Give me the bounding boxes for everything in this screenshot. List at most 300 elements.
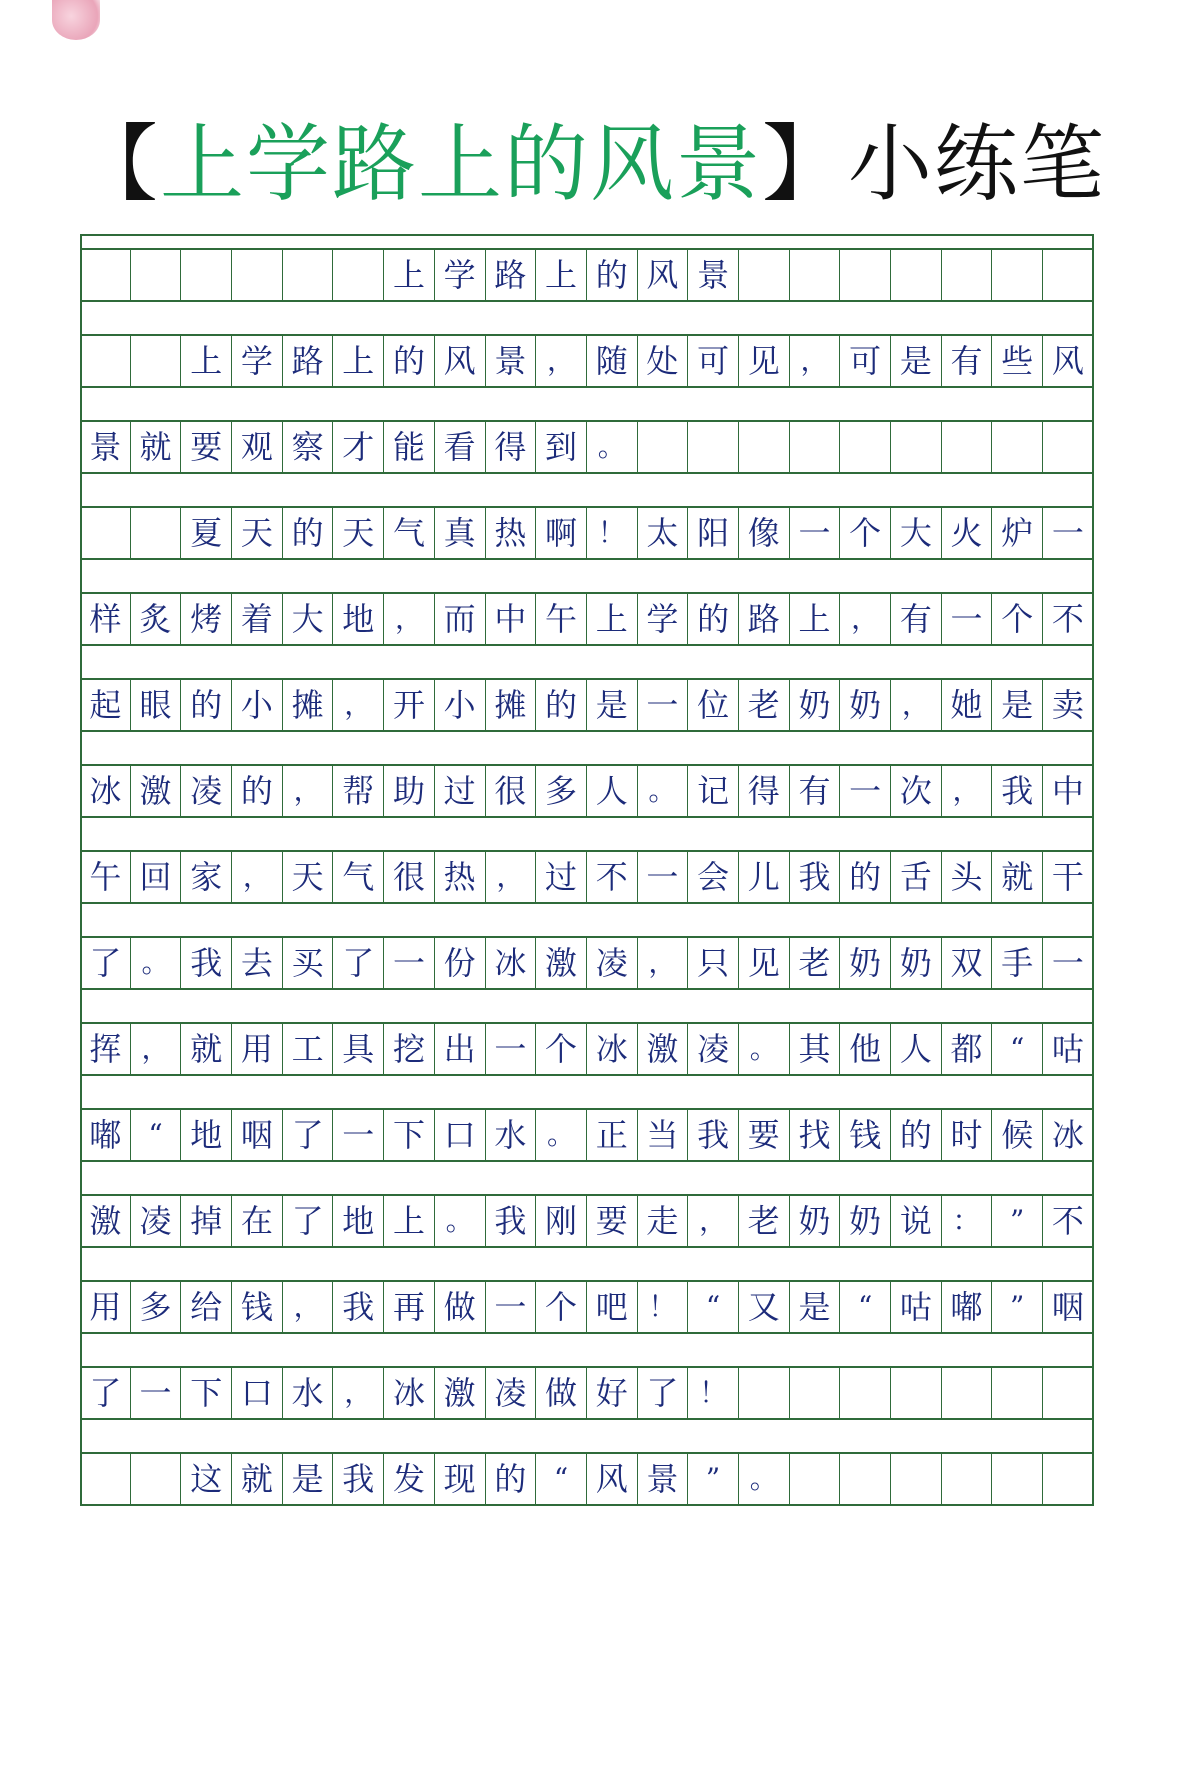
grid-cell: 掉	[181, 1196, 232, 1246]
grid-cell	[739, 250, 790, 300]
grid-cell: 去	[232, 938, 283, 988]
grid-cell: 是	[790, 1282, 841, 1332]
grid-cell: 他	[840, 1024, 891, 1074]
grid-cell: ，	[333, 1368, 384, 1418]
grid-cell: 上	[384, 1196, 435, 1246]
grid-cell: 风	[638, 250, 689, 300]
grid-cell: 冰	[80, 766, 131, 816]
grid-cell: 学	[435, 250, 486, 300]
grid-cell: 。	[536, 1110, 587, 1160]
grid-cell: 发	[384, 1454, 435, 1504]
grid-cell: 一	[486, 1282, 537, 1332]
grid-cell: 了	[80, 938, 131, 988]
grid-cell: 双	[942, 938, 993, 988]
grid-cell	[1043, 250, 1094, 300]
grid-cell	[891, 1368, 942, 1418]
grid-cell: 说	[891, 1196, 942, 1246]
grid-cell: 就	[131, 422, 182, 472]
grid-cell	[739, 1368, 790, 1418]
grid-cell: 景	[486, 336, 537, 386]
grid-cell: 观	[232, 422, 283, 472]
grid-cell: 份	[435, 938, 486, 988]
grid-left-border	[80, 234, 82, 1506]
grid-row	[80, 420, 1094, 474]
grid-cell: 的	[232, 766, 283, 816]
grid-cell	[688, 422, 739, 472]
grid-cell: 多	[131, 1282, 182, 1332]
grid-cell: 工	[283, 1024, 334, 1074]
grid-cell	[739, 422, 790, 472]
grid-cell: 激	[536, 938, 587, 988]
grid-cell: 一	[384, 938, 435, 988]
grid-row	[80, 1022, 1094, 1076]
grid-cell: 凌	[181, 766, 232, 816]
grid-cell: 热	[435, 852, 486, 902]
grid-cell: 的	[384, 336, 435, 386]
grid-cell: 夏	[181, 508, 232, 558]
grid-cell: ”	[688, 1454, 739, 1504]
grid-cell	[992, 1368, 1043, 1418]
grid-cell: 儿	[739, 852, 790, 902]
grid-cell: 随	[587, 336, 638, 386]
grid-cell: ，	[283, 1282, 334, 1332]
grid-cell: 做	[435, 1282, 486, 1332]
grid-cell: 而	[435, 594, 486, 644]
grid-cell: 给	[181, 1282, 232, 1332]
grid-cell	[891, 1454, 942, 1504]
grid-cell: 候	[992, 1110, 1043, 1160]
grid-cell: 吧	[587, 1282, 638, 1332]
grid-cell: ，	[790, 336, 841, 386]
grid-cell: 炙	[131, 594, 182, 644]
grid-cell: 一	[333, 1110, 384, 1160]
grid-cell: 见	[739, 336, 790, 386]
grid-row	[80, 764, 1094, 818]
grid-cell: 是	[992, 680, 1043, 730]
grid-row	[80, 248, 1094, 302]
grid-cell: 学	[638, 594, 689, 644]
grid-cell: “	[131, 1110, 182, 1160]
grid-cell: 。	[435, 1196, 486, 1246]
grid-cell: 地	[181, 1110, 232, 1160]
grid-cell: 我	[333, 1282, 384, 1332]
grid-cell: 察	[283, 422, 334, 472]
grid-cell: 不	[1043, 594, 1094, 644]
grid-cell: 了	[638, 1368, 689, 1418]
grid-cell: 上	[790, 594, 841, 644]
grid-cell: 过	[435, 766, 486, 816]
grid-top-border	[80, 234, 1094, 236]
grid-cell: 奶	[840, 938, 891, 988]
grid-cell: 处	[638, 336, 689, 386]
grid-cell: 样	[80, 594, 131, 644]
grid-cell: 干	[1043, 852, 1094, 902]
grid-cell: 见	[739, 938, 790, 988]
grid-cell: ！	[638, 1282, 689, 1332]
grid-cell: ：	[942, 1196, 993, 1246]
grid-cell	[80, 336, 131, 386]
grid-cell: 天	[232, 508, 283, 558]
grid-cell: 我	[486, 1196, 537, 1246]
grid-cell	[891, 422, 942, 472]
grid-cell: ！	[688, 1368, 739, 1418]
grid-cell	[80, 1454, 131, 1504]
grid-cell: 咕	[891, 1282, 942, 1332]
grid-cell: 大	[891, 508, 942, 558]
grid-cell: ，	[333, 680, 384, 730]
grid-cell: 一	[790, 508, 841, 558]
grid-cell	[131, 1454, 182, 1504]
grid-cell: 是	[891, 336, 942, 386]
grid-cell: 正	[587, 1110, 638, 1160]
grid-cell	[840, 422, 891, 472]
grid-right-border	[1092, 234, 1094, 1506]
grid-cell: 个	[992, 594, 1043, 644]
grid-row	[80, 592, 1094, 646]
grid-cell	[232, 250, 283, 300]
grid-cell: 一	[638, 852, 689, 902]
grid-cell: 挥	[80, 1024, 131, 1074]
grid-cell: 热	[486, 508, 537, 558]
grid-cell: 不	[1043, 1196, 1094, 1246]
grid-cell: 奶	[790, 1196, 841, 1246]
page-title	[0, 112, 1180, 216]
grid-cell: 了	[283, 1196, 334, 1246]
grid-cell: 午	[80, 852, 131, 902]
grid-cell	[840, 1368, 891, 1418]
grid-cell: 次	[891, 766, 942, 816]
grid-cell: 口	[435, 1110, 486, 1160]
grid-cell	[790, 1368, 841, 1418]
grid-cell: 出	[435, 1024, 486, 1074]
grid-cell: 火	[942, 508, 993, 558]
grid-cell: 些	[992, 336, 1043, 386]
grid-cell: 舌	[891, 852, 942, 902]
grid-cell: 在	[232, 1196, 283, 1246]
grid-cell: 就	[992, 852, 1043, 902]
grid-cell: 啊	[536, 508, 587, 558]
grid-cell: 咽	[232, 1110, 283, 1160]
grid-row	[80, 334, 1094, 388]
grid-cell: ，	[131, 1024, 182, 1074]
grid-row	[80, 678, 1094, 732]
grid-cell	[1043, 422, 1094, 472]
grid-cell: 位	[688, 680, 739, 730]
grid-cell: ，	[536, 336, 587, 386]
grid-cell: 的	[486, 1454, 537, 1504]
grid-row	[80, 1194, 1094, 1248]
grid-cell: ，	[232, 852, 283, 902]
grid-cell: 上	[333, 336, 384, 386]
grid-cell: 冰	[587, 1024, 638, 1074]
grid-cell: 气	[333, 852, 384, 902]
grid-cell: 这	[181, 1454, 232, 1504]
grid-cell	[638, 422, 689, 472]
grid-cell	[790, 250, 841, 300]
grid-cell: 记	[688, 766, 739, 816]
grid-cell: 我	[688, 1110, 739, 1160]
grid-cell: 了	[80, 1368, 131, 1418]
grid-cell: 风	[1043, 336, 1094, 386]
grid-cell: 凌	[486, 1368, 537, 1418]
grid-cell: 激	[131, 766, 182, 816]
grid-cell: 真	[435, 508, 486, 558]
grid-cell: 着	[232, 594, 283, 644]
grid-cell: 好	[587, 1368, 638, 1418]
grid-cell: 是	[283, 1454, 334, 1504]
grid-cell: 看	[435, 422, 486, 472]
grid-cell: 个	[536, 1024, 587, 1074]
grid-cell: 中	[486, 594, 537, 644]
grid-cell: 可	[840, 336, 891, 386]
grid-cell: 咕	[1043, 1024, 1094, 1074]
grid-cell: 小	[232, 680, 283, 730]
grid-cell: 的	[181, 680, 232, 730]
grid-cell: 得	[739, 766, 790, 816]
grid-cell: 的	[587, 250, 638, 300]
grid-cell: 老	[739, 680, 790, 730]
grid-cell: 奶	[891, 938, 942, 988]
grid-cell: 嘟	[942, 1282, 993, 1332]
grid-cell: 奶	[840, 680, 891, 730]
grid-cell: 卖	[1043, 680, 1094, 730]
grid-cell: 要	[739, 1110, 790, 1160]
grid-cell: 人	[891, 1024, 942, 1074]
grid-cell: 时	[942, 1110, 993, 1160]
grid-cell: 上	[384, 250, 435, 300]
grid-cell: 了	[333, 938, 384, 988]
grid-cell: 眼	[131, 680, 182, 730]
grid-cell: 景	[688, 250, 739, 300]
grid-cell	[80, 250, 131, 300]
grid-cell: 一	[486, 1024, 537, 1074]
grid-cell: 多	[536, 766, 587, 816]
grid-cell: 一	[942, 594, 993, 644]
grid-cell: 景	[638, 1454, 689, 1504]
grid-cell: 小	[435, 680, 486, 730]
grid-cell: 阳	[688, 508, 739, 558]
grid-cell: 天	[333, 508, 384, 558]
grid-cell	[333, 250, 384, 300]
grid-cell: 凌	[131, 1196, 182, 1246]
grid-cell: 的	[283, 508, 334, 558]
title-topic: 上学路上的风景	[159, 115, 762, 213]
grid-cell: 下	[384, 1110, 435, 1160]
grid-cell: 激	[435, 1368, 486, 1418]
grid-cell: 她	[942, 680, 993, 730]
grid-cell: 冰	[486, 938, 537, 988]
grid-cell: 一	[131, 1368, 182, 1418]
grid-cell: 当	[638, 1110, 689, 1160]
grid-cell: 激	[638, 1024, 689, 1074]
grid-cell: 烤	[181, 594, 232, 644]
grid-cell	[992, 422, 1043, 472]
grid-cell: 了	[283, 1110, 334, 1160]
grid-cell: 风	[587, 1454, 638, 1504]
grid-cell	[181, 250, 232, 300]
grid-cell: 炉	[992, 508, 1043, 558]
grid-cell: ，	[384, 594, 435, 644]
grid-cell	[942, 422, 993, 472]
grid-cell: 做	[536, 1368, 587, 1418]
grid-cell: 上	[181, 336, 232, 386]
grid-cell: 水	[486, 1110, 537, 1160]
grid-cell: “	[536, 1454, 587, 1504]
grid-cell: 路	[283, 336, 334, 386]
grid-cell: 奶	[840, 1196, 891, 1246]
grid-cell: “	[688, 1282, 739, 1332]
grid-cell: 个	[536, 1282, 587, 1332]
grid-cell: 个	[840, 508, 891, 558]
grid-cell: 一	[638, 680, 689, 730]
grid-cell	[992, 1454, 1043, 1504]
grid-cell: ，	[891, 680, 942, 730]
grid-cell: 帮	[333, 766, 384, 816]
grid-cell	[1043, 1368, 1094, 1418]
grid-cell: “	[992, 1024, 1043, 1074]
grid-cell: 摊	[283, 680, 334, 730]
grid-cell: 风	[435, 336, 486, 386]
grid-cell: 起	[80, 680, 131, 730]
grid-cell: 不	[587, 852, 638, 902]
grid-cell: 。	[739, 1454, 790, 1504]
grid-cell: 现	[435, 1454, 486, 1504]
grid-cell: 像	[739, 508, 790, 558]
grid-cell: 我	[333, 1454, 384, 1504]
grid-row	[80, 850, 1094, 904]
grid-cell: 才	[333, 422, 384, 472]
grid-cell: 助	[384, 766, 435, 816]
grid-cell: 太	[638, 508, 689, 558]
grid-cell: 有	[790, 766, 841, 816]
grid-cell: 又	[739, 1282, 790, 1332]
grid-cell: 上	[587, 594, 638, 644]
grid-cell: 路	[739, 594, 790, 644]
grid-cell: 午	[536, 594, 587, 644]
grid-cell: 冰	[384, 1368, 435, 1418]
title-close-bracket: 】	[762, 115, 849, 213]
grid-cell	[80, 508, 131, 558]
grid-cell: 。	[638, 766, 689, 816]
grid-cell: 的	[840, 852, 891, 902]
grid-cell: 嘟	[80, 1110, 131, 1160]
grid-cell	[790, 1454, 841, 1504]
grid-cell: ”	[992, 1282, 1043, 1332]
grid-cell	[283, 250, 334, 300]
grid-cell: 买	[283, 938, 334, 988]
grid-cell: 会	[688, 852, 739, 902]
grid-cell: 上	[536, 250, 587, 300]
grid-cell: 有	[891, 594, 942, 644]
grid-cell: 就	[232, 1454, 283, 1504]
grid-cell: 找	[790, 1110, 841, 1160]
grid-cell	[131, 250, 182, 300]
grid-cell	[942, 1368, 993, 1418]
composition-grid-paper	[80, 248, 1094, 1538]
grid-cell: 地	[333, 594, 384, 644]
grid-cell: 地	[333, 1196, 384, 1246]
grid-cell	[992, 250, 1043, 300]
grid-cell: 钱	[840, 1110, 891, 1160]
grid-cell: 激	[80, 1196, 131, 1246]
grid-cell: ！	[587, 508, 638, 558]
title-suffix: 小练笔	[848, 115, 1107, 213]
grid-cell: 再	[384, 1282, 435, 1332]
grid-cell: 我	[181, 938, 232, 988]
grid-cell: ，	[942, 766, 993, 816]
grid-cell	[790, 422, 841, 472]
grid-cell: 凌	[688, 1024, 739, 1074]
grid-cell: 只	[688, 938, 739, 988]
grid-cell	[840, 250, 891, 300]
grid-cell: 口	[232, 1368, 283, 1418]
grid-cell: ，	[638, 938, 689, 988]
grid-cell: 我	[992, 766, 1043, 816]
flower-petal-decoration	[52, 0, 100, 40]
grid-cell	[942, 1454, 993, 1504]
grid-cell: 一	[1043, 938, 1094, 988]
grid-cell: 。	[739, 1024, 790, 1074]
grid-row	[80, 1280, 1094, 1334]
grid-cell: 一	[840, 766, 891, 816]
grid-cell: 很	[384, 852, 435, 902]
grid-cell: 。	[131, 938, 182, 988]
grid-cell: 中	[1043, 766, 1094, 816]
grid-cell: 奶	[790, 680, 841, 730]
grid-cell: 老	[739, 1196, 790, 1246]
title-open-bracket: 【	[73, 115, 160, 213]
grid-cell: 钱	[232, 1282, 283, 1332]
grid-cell: 家	[181, 852, 232, 902]
grid-cell: 有	[942, 336, 993, 386]
grid-cell: 过	[536, 852, 587, 902]
grid-cell: ，	[688, 1196, 739, 1246]
grid-row	[80, 506, 1094, 560]
grid-cell: 的	[688, 594, 739, 644]
grid-cell: 是	[587, 680, 638, 730]
grid-cell: 水	[283, 1368, 334, 1418]
grid-cell	[840, 1454, 891, 1504]
grid-cell: 具	[333, 1024, 384, 1074]
grid-cell: 人	[587, 766, 638, 816]
grid-cell: 凌	[587, 938, 638, 988]
grid-cell: 咽	[1043, 1282, 1094, 1332]
grid-cell: 走	[638, 1196, 689, 1246]
grid-cell: 刚	[536, 1196, 587, 1246]
grid-row	[80, 936, 1094, 990]
grid-cell: 一	[1043, 508, 1094, 558]
grid-cell: 很	[486, 766, 537, 816]
grid-cell: ，	[486, 852, 537, 902]
grid-cell: 用	[80, 1282, 131, 1332]
grid-cell: 用	[232, 1024, 283, 1074]
grid-cell	[1043, 1454, 1094, 1504]
grid-row	[80, 1452, 1094, 1506]
grid-cell: 下	[181, 1368, 232, 1418]
grid-cell: 景	[80, 422, 131, 472]
grid-cell: 要	[587, 1196, 638, 1246]
grid-cell: 的	[536, 680, 587, 730]
grid-cell: 开	[384, 680, 435, 730]
grid-cell: 路	[486, 250, 537, 300]
grid-cell: 冰	[1043, 1110, 1094, 1160]
grid-cell	[131, 508, 182, 558]
grid-cell: 能	[384, 422, 435, 472]
grid-cell: “	[840, 1282, 891, 1332]
grid-cell: 就	[181, 1024, 232, 1074]
grid-cell: 的	[891, 1110, 942, 1160]
grid-cell: 可	[688, 336, 739, 386]
